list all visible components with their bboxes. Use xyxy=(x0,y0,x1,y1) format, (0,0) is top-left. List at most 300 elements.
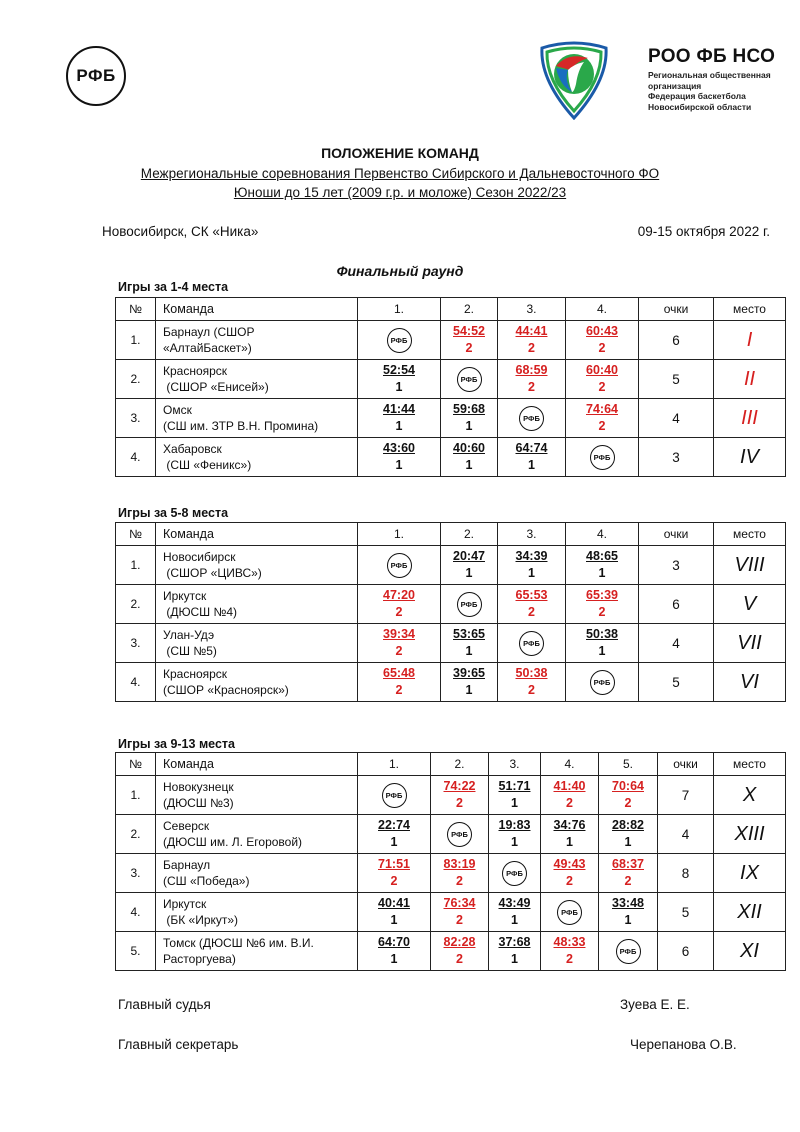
score-cell-loss xyxy=(498,546,566,585)
venue: Новосибирск, СК «Ника» xyxy=(102,224,259,239)
match-score: 47:20 xyxy=(383,588,415,602)
score-cell-win xyxy=(498,321,566,360)
match-points: 2 xyxy=(528,380,535,394)
score-cell-loss xyxy=(489,776,541,815)
match-points: 2 xyxy=(566,952,573,966)
match-points: 1 xyxy=(511,913,518,927)
score-cell-win xyxy=(358,585,441,624)
match-points: 2 xyxy=(395,605,403,619)
match-score: 48:65 xyxy=(586,549,618,563)
team-name xyxy=(156,854,358,893)
header-opponent: 4. xyxy=(541,753,599,776)
score-cell-win xyxy=(566,399,639,438)
match-points: 1 xyxy=(465,566,473,580)
total-points: 6 xyxy=(639,321,714,360)
team-name xyxy=(156,321,358,360)
match-points: 1 xyxy=(624,913,632,927)
round-title: Финальный раунд xyxy=(336,263,464,279)
federation-desc-line: Федерация баскетбола xyxy=(648,91,746,101)
match-points: 1 xyxy=(395,458,403,472)
header-opponent: 5. xyxy=(599,753,658,776)
match-points: 1 xyxy=(528,566,535,580)
self-match-cell xyxy=(498,399,566,438)
chief-secretary-label: Главный секретарь xyxy=(118,1037,239,1052)
team-name-line: Барнаул (СШОР xyxy=(163,325,255,339)
score-cell-loss xyxy=(441,438,498,477)
team-name-line: (СШ им. ЗТР В.Н. Промина) xyxy=(163,419,319,433)
group-title: Игры за 9-13 места xyxy=(118,737,235,751)
match-score: 41:44 xyxy=(383,402,415,416)
self-match-cell xyxy=(441,585,498,624)
match-score: 49:43 xyxy=(553,857,586,871)
team-name xyxy=(156,663,358,702)
row-number: 3. xyxy=(116,624,156,663)
match-score: 76:34 xyxy=(443,896,476,910)
score-cell-loss xyxy=(489,893,541,932)
match-score: 54:52 xyxy=(453,324,485,338)
team-name-line: «АлтайБаскет») xyxy=(163,341,252,355)
table-row xyxy=(116,854,786,893)
event-dates: 09-15 октября 2022 г. xyxy=(637,224,770,239)
match-points: 2 xyxy=(598,341,606,355)
federation-name: РОО ФБ НСО xyxy=(648,46,776,67)
match-points: 1 xyxy=(511,796,518,810)
total-points: 4 xyxy=(639,399,714,438)
match-score: 65:39 xyxy=(586,588,618,602)
match-points: 1 xyxy=(390,952,398,966)
score-cell-win xyxy=(541,932,599,971)
match-score: 34:39 xyxy=(515,549,548,563)
header-opponent: 2. xyxy=(441,298,498,321)
match-score: 65:48 xyxy=(383,666,415,680)
match-points: 2 xyxy=(528,683,535,697)
match-points: 2 xyxy=(456,874,463,888)
header-opponent: 1. xyxy=(358,298,441,321)
team-name xyxy=(156,815,358,854)
match-score: 44:41 xyxy=(515,324,548,338)
match-score: 65:53 xyxy=(515,588,548,602)
score-cell-loss xyxy=(358,399,441,438)
score-cell-win xyxy=(498,360,566,399)
match-points: 1 xyxy=(511,952,518,966)
chief-referee-name: Зуева Е. Е. xyxy=(620,997,690,1012)
match-points: 2 xyxy=(456,952,463,966)
score-cell-loss xyxy=(441,399,498,438)
total-points: 4 xyxy=(658,815,714,854)
score-cell-loss xyxy=(441,663,498,702)
score-cell-loss xyxy=(358,815,431,854)
score-cell-loss xyxy=(441,624,498,663)
chief-referee-label: Главный судья xyxy=(118,997,211,1012)
federation-desc-line: организация xyxy=(648,80,702,91)
team-name-line: Красноярск xyxy=(163,364,228,378)
group-title: Игры за 5-8 места xyxy=(118,506,229,520)
final-place: VI xyxy=(714,663,786,702)
match-score: 71:51 xyxy=(378,857,410,871)
match-points: 2 xyxy=(456,913,463,927)
score-cell-loss xyxy=(489,815,541,854)
score-cell-win xyxy=(358,854,431,893)
match-score: 33:48 xyxy=(612,896,644,910)
match-score: 43:60 xyxy=(383,441,415,455)
header-opponent: 2. xyxy=(431,753,489,776)
match-points: 2 xyxy=(624,796,632,810)
table-row xyxy=(116,624,786,663)
final-place: IX xyxy=(714,854,786,893)
document-title: ПОЛОЖЕНИЕ КОМАНД xyxy=(321,145,479,161)
match-score: 50:38 xyxy=(515,666,548,680)
federation-desc-line: Региональная общественная xyxy=(648,70,771,80)
header-opponent: 3. xyxy=(498,523,566,546)
self-match-cell xyxy=(599,932,658,971)
final-place: IV xyxy=(714,438,786,477)
match-score: 64:74 xyxy=(515,441,548,455)
team-name-line: (ДЮСШ им. Л. Егоровой) xyxy=(163,835,303,849)
match-points: 2 xyxy=(624,874,632,888)
score-cell-win xyxy=(358,663,441,702)
header-num: № xyxy=(116,753,156,776)
row-number: 5. xyxy=(116,932,156,971)
match-score: 40:41 xyxy=(378,896,410,910)
team-name-line: Омск xyxy=(163,403,192,417)
match-score: 68:37 xyxy=(612,857,644,871)
score-cell-win xyxy=(541,776,599,815)
match-points: 2 xyxy=(395,644,403,658)
total-points: 3 xyxy=(639,438,714,477)
self-match-cell xyxy=(358,321,441,360)
standings-table xyxy=(115,297,786,477)
match-score: 64:70 xyxy=(378,935,410,949)
score-cell-loss xyxy=(358,932,431,971)
match-points: 1 xyxy=(624,835,632,849)
match-points: 1 xyxy=(528,458,535,472)
match-points: 1 xyxy=(566,835,573,849)
score-cell-win xyxy=(431,776,489,815)
table-row xyxy=(116,360,786,399)
header-team: Команда xyxy=(156,753,358,776)
self-match-cell xyxy=(358,546,441,585)
self-match-cell xyxy=(566,663,639,702)
match-points: 1 xyxy=(511,835,518,849)
match-score: 50:38 xyxy=(586,627,618,641)
row-number: 4. xyxy=(116,438,156,477)
match-points: 2 xyxy=(465,341,473,355)
rfb-marker-icon: РФБ xyxy=(519,406,544,431)
match-points: 1 xyxy=(598,644,606,658)
score-cell-win xyxy=(498,663,566,702)
header-opponent: 3. xyxy=(489,753,541,776)
team-name-line: Новосибирск xyxy=(163,550,236,564)
self-match-cell xyxy=(541,893,599,932)
final-place: XIII xyxy=(714,815,786,854)
match-points: 2 xyxy=(528,341,535,355)
score-cell-win xyxy=(541,854,599,893)
team-name-line: (СШОР «ЦИВС») xyxy=(163,566,262,580)
team-name xyxy=(156,399,358,438)
team-name-line: (СШ «Победа») xyxy=(163,874,250,888)
table-row xyxy=(116,893,786,932)
match-points: 2 xyxy=(566,796,573,810)
table-header-row xyxy=(116,753,786,776)
score-cell-win xyxy=(566,360,639,399)
match-score: 52:54 xyxy=(383,363,415,377)
team-name-line: Новокузнецк xyxy=(163,780,234,794)
team-name xyxy=(156,546,358,585)
total-points: 8 xyxy=(658,854,714,893)
row-number: 3. xyxy=(116,854,156,893)
team-name-line: Иркутск xyxy=(163,589,207,603)
header-opponent: 4. xyxy=(566,298,639,321)
row-number: 2. xyxy=(116,815,156,854)
table-row xyxy=(116,399,786,438)
match-score: 28:82 xyxy=(612,818,644,832)
match-points: 2 xyxy=(598,419,606,433)
score-cell-win xyxy=(431,932,489,971)
match-points: 2 xyxy=(390,874,398,888)
row-number: 2. xyxy=(116,585,156,624)
match-points: 1 xyxy=(390,913,398,927)
match-score: 37:68 xyxy=(498,935,531,949)
row-number: 4. xyxy=(116,893,156,932)
rfb-marker-icon: РФБ xyxy=(382,783,407,808)
score-cell-win xyxy=(599,776,658,815)
final-place: VII xyxy=(714,624,786,663)
match-points: 1 xyxy=(390,835,398,849)
score-cell-loss xyxy=(541,815,599,854)
row-number: 1. xyxy=(116,321,156,360)
rfb-marker-icon: РФБ xyxy=(502,861,527,886)
team-name-line: Улан-Удэ xyxy=(163,628,215,642)
match-points: 2 xyxy=(456,796,463,810)
total-points: 6 xyxy=(658,932,714,971)
rfb-marker-icon: РФБ xyxy=(457,367,482,392)
match-score: 22:74 xyxy=(378,818,410,832)
team-name xyxy=(156,893,358,932)
match-points: 2 xyxy=(528,605,535,619)
match-points: 2 xyxy=(395,683,403,697)
match-score: 40:60 xyxy=(453,441,485,455)
match-points: 2 xyxy=(598,380,606,394)
match-score: 53:65 xyxy=(453,627,485,641)
match-score: 74:64 xyxy=(586,402,618,416)
team-name xyxy=(156,624,358,663)
self-match-cell xyxy=(489,854,541,893)
team-name xyxy=(156,932,358,971)
row-number: 4. xyxy=(116,663,156,702)
table-row xyxy=(116,663,786,702)
rfb-marker-icon: РФБ xyxy=(590,670,615,695)
match-score: 82:28 xyxy=(443,935,476,949)
header-place: место xyxy=(714,298,786,321)
match-score: 39:34 xyxy=(383,627,415,641)
header-opponent: 1. xyxy=(358,753,431,776)
row-number: 1. xyxy=(116,546,156,585)
rfb-marker-icon: РФБ xyxy=(387,328,412,353)
table-row xyxy=(116,321,786,360)
team-name xyxy=(156,776,358,815)
final-place: XII xyxy=(714,893,786,932)
match-score: 48:33 xyxy=(553,935,586,949)
score-cell-win xyxy=(431,893,489,932)
header-points: очки xyxy=(639,298,714,321)
score-cell-win xyxy=(566,321,639,360)
match-score: 39:65 xyxy=(453,666,485,680)
match-points: 1 xyxy=(465,644,473,658)
score-cell-loss xyxy=(489,932,541,971)
table-row xyxy=(116,932,786,971)
header-points: очки xyxy=(658,753,714,776)
total-points: 6 xyxy=(639,585,714,624)
team-name-line: (ДЮСШ №4) xyxy=(163,605,237,619)
rfb-marker-icon: РФБ xyxy=(457,592,482,617)
match-score: 19:83 xyxy=(498,818,531,832)
total-points: 5 xyxy=(639,360,714,399)
self-match-cell xyxy=(441,360,498,399)
table-row xyxy=(116,438,786,477)
table-row xyxy=(116,546,786,585)
final-place: I xyxy=(714,321,786,360)
match-score: 60:40 xyxy=(586,363,618,377)
chief-secretary-name: Черепанова О.В. xyxy=(630,1037,737,1052)
team-name xyxy=(156,585,358,624)
score-cell-loss xyxy=(599,815,658,854)
match-points: 1 xyxy=(598,566,606,580)
match-score: 70:64 xyxy=(612,779,644,793)
team-name-line: Хабаровск xyxy=(163,442,222,456)
header-team: Команда xyxy=(156,523,358,546)
table-row xyxy=(116,776,786,815)
team-name-line: Северск xyxy=(163,819,210,833)
score-cell-loss xyxy=(566,546,639,585)
match-score: 83:19 xyxy=(443,857,476,871)
team-name-line: (БК «Иркут») xyxy=(163,913,239,927)
team-name-line: (СШ «Феникс») xyxy=(163,458,252,472)
header-num: № xyxy=(116,523,156,546)
match-points: 1 xyxy=(465,683,473,697)
total-points: 3 xyxy=(639,546,714,585)
age-group-season: Юноши до 15 лет (2009 г.р. и моложе) Сезон 2022/23 xyxy=(233,185,567,200)
rfb-marker-icon: РФБ xyxy=(590,445,615,470)
row-number: 1. xyxy=(116,776,156,815)
row-number: 3. xyxy=(116,399,156,438)
total-points: 5 xyxy=(639,663,714,702)
total-points: 5 xyxy=(658,893,714,932)
rfb-logo: РФБ xyxy=(66,46,126,106)
match-score: 34:76 xyxy=(553,818,586,832)
score-cell-loss xyxy=(498,438,566,477)
score-cell-win xyxy=(358,624,441,663)
score-cell-loss xyxy=(441,546,498,585)
final-place: V xyxy=(714,585,786,624)
federation-desc-line: Новосибирской области xyxy=(648,101,752,112)
score-cell-loss xyxy=(566,624,639,663)
match-score: 51:71 xyxy=(498,779,531,793)
federation-emblem-icon xyxy=(538,40,610,120)
self-match-cell xyxy=(358,776,431,815)
self-match-cell xyxy=(566,438,639,477)
team-name-line: (СШОР «Енисей») xyxy=(163,380,269,394)
standings-table xyxy=(115,752,786,971)
score-cell-win xyxy=(498,585,566,624)
match-points: 2 xyxy=(566,874,573,888)
header-points: очки xyxy=(639,523,714,546)
final-place: XI xyxy=(714,932,786,971)
match-score: 41:40 xyxy=(553,779,586,793)
table-header-row xyxy=(116,523,786,546)
match-points: 1 xyxy=(465,458,473,472)
score-cell-win xyxy=(431,854,489,893)
team-name xyxy=(156,438,358,477)
team-name-line: (СШ №5) xyxy=(163,644,217,658)
rfb-marker-icon: РФБ xyxy=(519,631,544,656)
team-name-line: Иркутск xyxy=(163,897,207,911)
final-place: X xyxy=(714,776,786,815)
team-name xyxy=(156,360,358,399)
final-place: II xyxy=(714,360,786,399)
match-points: 2 xyxy=(598,605,606,619)
rfb-marker-icon: РФБ xyxy=(616,939,641,964)
row-number: 2. xyxy=(116,360,156,399)
score-cell-loss xyxy=(358,360,441,399)
self-match-cell xyxy=(431,815,489,854)
match-points: 1 xyxy=(465,419,473,433)
match-score: 20:47 xyxy=(453,549,485,563)
score-cell-win xyxy=(566,585,639,624)
table-header-row xyxy=(116,298,786,321)
federation-description xyxy=(648,70,771,112)
match-score: 60:43 xyxy=(586,324,618,338)
team-name-line: (СШОР «Красноярск») xyxy=(163,683,289,697)
team-name-line: Барнаул xyxy=(163,858,211,872)
rfb-marker-icon: РФБ xyxy=(447,822,472,847)
competition-name: Межрегиональные соревнования Первенство Сибирского и Дальневосточного ФО xyxy=(140,166,660,181)
header-team: Команда xyxy=(156,298,358,321)
total-points: 7 xyxy=(658,776,714,815)
header-opponent: 2. xyxy=(441,523,498,546)
header-place: место xyxy=(714,523,786,546)
team-name-line: Расторгуева) xyxy=(163,952,236,966)
self-match-cell xyxy=(498,624,566,663)
header-num: № xyxy=(116,298,156,321)
match-score: 68:59 xyxy=(515,363,548,377)
score-cell-loss xyxy=(599,893,658,932)
table-row xyxy=(116,815,786,854)
rfb-marker-icon: РФБ xyxy=(387,553,412,578)
rfb-marker-icon: РФБ xyxy=(557,900,582,925)
header-opponent: 4. xyxy=(566,523,639,546)
match-score: 59:68 xyxy=(453,402,485,416)
header-place: место xyxy=(714,753,786,776)
match-points: 1 xyxy=(395,380,403,394)
score-cell-loss xyxy=(358,893,431,932)
team-name-line: Красноярск xyxy=(163,667,228,681)
match-score: 43:49 xyxy=(498,896,531,910)
group-title: Игры за 1-4 места xyxy=(118,280,229,294)
team-name-line: (ДЮСШ №3) xyxy=(163,796,234,810)
match-score: 74:22 xyxy=(443,779,476,793)
final-place: III xyxy=(714,399,786,438)
final-place: VIII xyxy=(714,546,786,585)
total-points: 4 xyxy=(639,624,714,663)
header-opponent: 1. xyxy=(358,523,441,546)
table-row xyxy=(116,585,786,624)
standings-table xyxy=(115,522,786,702)
header-opponent: 3. xyxy=(498,298,566,321)
score-cell-loss xyxy=(358,438,441,477)
match-points: 1 xyxy=(395,419,403,433)
score-cell-win xyxy=(441,321,498,360)
team-name-line: Томск (ДЮСШ №6 им. В.И. xyxy=(163,936,314,950)
